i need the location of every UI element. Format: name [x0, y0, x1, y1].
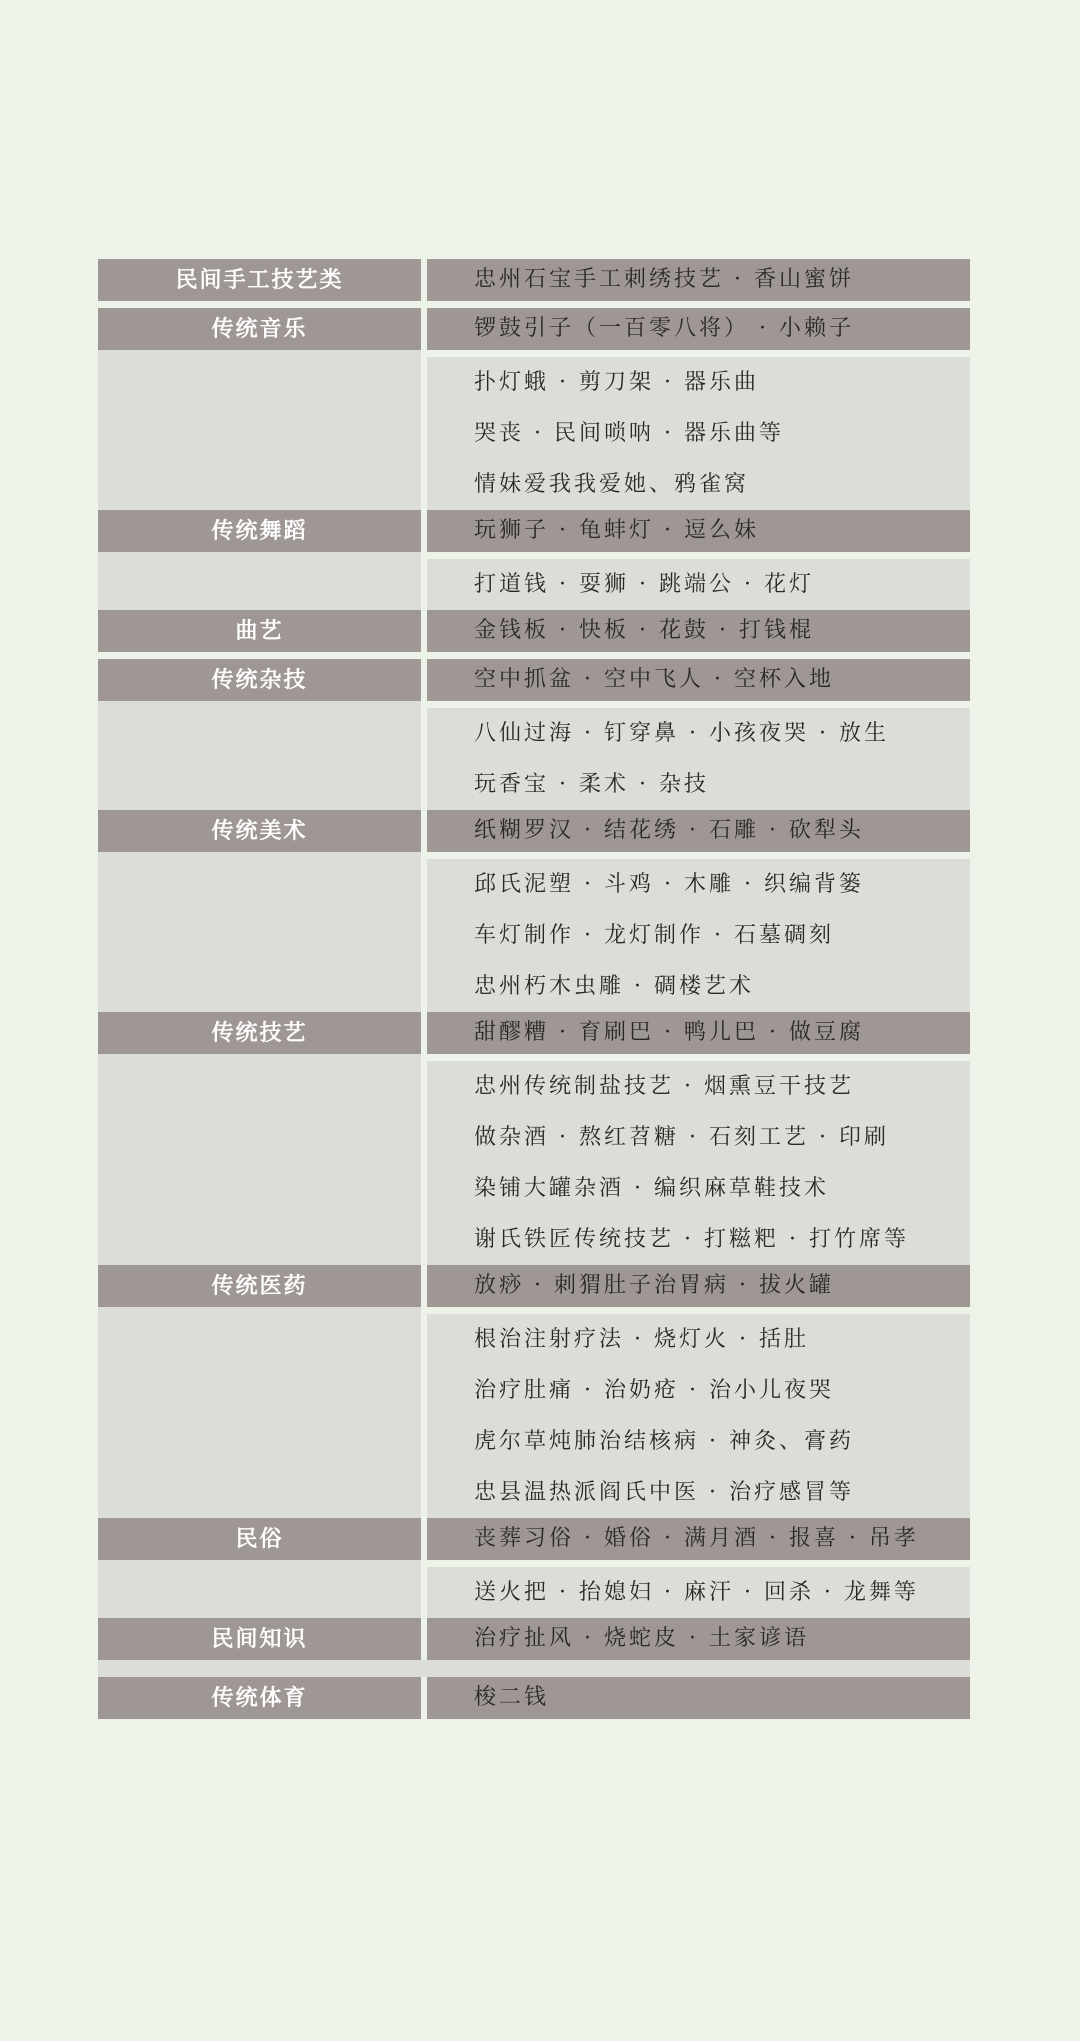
table-row	[98, 308, 970, 510]
item-text: 车灯制作 · 龙灯制作 · 石墓碉刻	[427, 910, 970, 961]
category-cell	[98, 510, 421, 610]
item-text: 扑灯蛾 · 剪刀架 · 器乐曲	[427, 357, 970, 408]
category-cell	[98, 1012, 421, 1265]
heritage-table	[98, 259, 970, 1719]
category-label: 传统舞蹈	[98, 510, 421, 552]
item-text: 谢氏铁匠传统技艺 · 打糍粑 · 打竹席等	[427, 1214, 970, 1265]
table-row	[98, 259, 970, 301]
item-text: 治疗肚痛 · 治奶疮 · 治小儿夜哭	[427, 1365, 970, 1416]
item-text: 根治注射疗法 · 烧灯火 · 括肚	[427, 1314, 970, 1365]
items-cell	[427, 510, 970, 610]
item-text: 玩香宝 · 柔术 · 杂技	[427, 759, 970, 810]
item-text: 玩狮子 · 龟蚌灯 · 逗么妹	[427, 510, 970, 552]
table-row	[98, 810, 970, 1012]
category-label: 传统音乐	[98, 308, 421, 350]
item-text: 情妹爱我我爱她、鸦雀窝	[427, 459, 970, 510]
items-cell	[427, 1012, 970, 1265]
category-cell	[98, 810, 421, 1012]
items-cell	[427, 1518, 970, 1618]
table-row	[98, 659, 970, 810]
items-cell	[427, 1677, 970, 1719]
table-row	[98, 1265, 970, 1518]
items-cell	[427, 1618, 970, 1660]
item-text: 做杂酒 · 熬红苕糖 · 石刻工艺 · 印刷	[427, 1112, 970, 1163]
category-label: 传统体育	[98, 1677, 421, 1719]
spacer-row	[98, 1660, 970, 1677]
category-label: 民俗	[98, 1518, 421, 1560]
table-row	[98, 1677, 970, 1719]
category-cell	[98, 610, 421, 652]
category-cell	[98, 1618, 421, 1660]
item-text: 放痧 · 刺猬肚子治胃病 · 拔火罐	[427, 1265, 970, 1307]
category-cell	[98, 659, 421, 810]
items-cell	[427, 1265, 970, 1518]
item-text: 忠州朽木虫雕 · 碉楼艺术	[427, 961, 970, 1012]
items-cell	[427, 810, 970, 1012]
items-cell	[427, 259, 970, 301]
table-row	[98, 1618, 970, 1660]
category-cell	[98, 308, 421, 510]
category-cell	[98, 1265, 421, 1518]
category-label: 民间知识	[98, 1618, 421, 1660]
table-row	[98, 1518, 970, 1618]
item-text: 甜醪糟 · 育刷巴 · 鸭儿巴 · 做豆腐	[427, 1012, 970, 1054]
item-text: 丧葬习俗 · 婚俗 · 满月酒 · 报喜 · 吊孝	[427, 1518, 970, 1560]
category-label: 传统技艺	[98, 1012, 421, 1054]
item-text: 八仙过海 · 钉穿鼻 · 小孩夜哭 · 放生	[427, 708, 970, 759]
items-cell	[427, 610, 970, 652]
category-label: 传统医药	[98, 1265, 421, 1307]
item-text: 治疗扯风 · 烧蛇皮 · 土家谚语	[427, 1618, 970, 1660]
table-row	[98, 610, 970, 652]
category-cell	[98, 259, 421, 301]
item-text: 梭二钱	[427, 1677, 970, 1719]
items-cell	[427, 659, 970, 810]
item-text: 哭丧 · 民间唢呐 · 器乐曲等	[427, 408, 970, 459]
category-label: 曲艺	[98, 610, 421, 652]
category-cell	[98, 1518, 421, 1618]
item-text: 染铺大罐杂酒 · 编织麻草鞋技术	[427, 1163, 970, 1214]
item-text: 空中抓盆 · 空中飞人 · 空杯入地	[427, 659, 970, 701]
item-text: 忠县温热派阎氏中医 · 治疗感冒等	[427, 1467, 970, 1518]
item-text: 金钱板 · 快板 · 花鼓 · 打钱棍	[427, 610, 970, 652]
category-label: 传统杂技	[98, 659, 421, 701]
table-row	[98, 1012, 970, 1265]
category-label: 民间手工技艺类	[98, 259, 421, 301]
category-label: 传统美术	[98, 810, 421, 852]
item-text: 纸糊罗汉 · 结花绣 · 石雕 · 砍犁头	[427, 810, 970, 852]
item-text: 忠州传统制盐技艺 · 烟熏豆干技艺	[427, 1061, 970, 1112]
item-text: 锣鼓引子（一百零八将） · 小赖子	[427, 308, 970, 350]
item-text: 送火把 · 抬媳妇 · 麻汗 · 回杀 · 龙舞等	[427, 1567, 970, 1618]
items-cell	[427, 308, 970, 510]
item-text: 忠州石宝手工刺绣技艺 · 香山蜜饼	[427, 259, 970, 301]
item-text: 打道钱 · 耍狮 · 跳端公 · 花灯	[427, 559, 970, 610]
category-cell	[98, 1677, 421, 1719]
item-text: 邱氏泥塑 · 斗鸡 · 木雕 · 织编背篓	[427, 859, 970, 910]
item-text: 虎尔草炖肺治结核病 · 神灸、膏药	[427, 1416, 970, 1467]
table-row	[98, 510, 970, 610]
